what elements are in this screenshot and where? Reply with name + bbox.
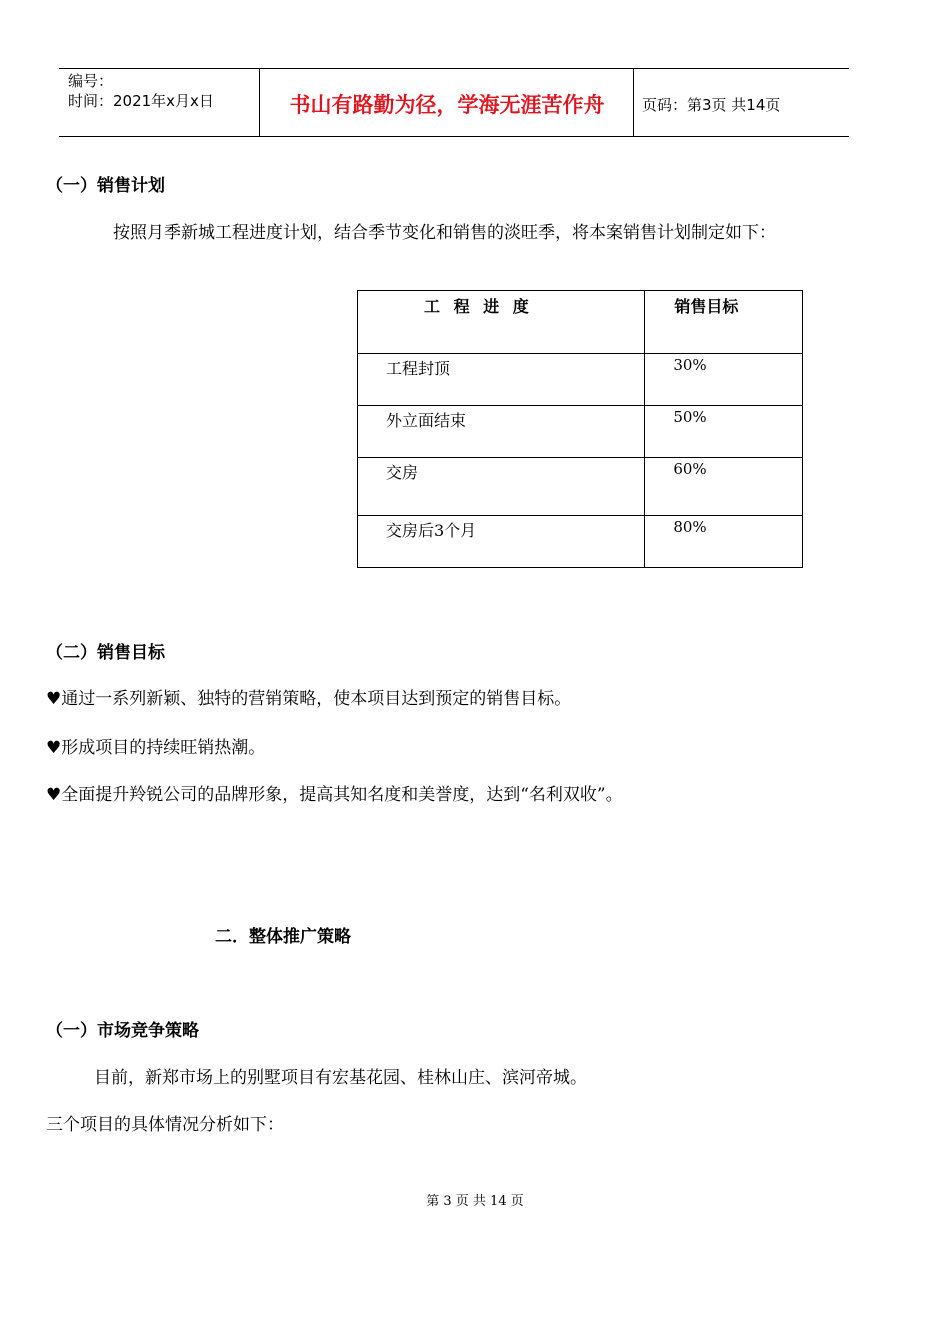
table-cell-target: 60% [673,460,707,478]
header-bottom-rule [59,136,849,137]
header-number-label: 编号： [68,72,114,90]
table-cell-stage: 外立面结束 [386,411,467,430]
table-header-target: 销售目标 [674,297,739,316]
sales-plan-intro: 按照月季新城工程进度计划，结合季节变化和销售的淡旺季，将本案销售计划制定如下： [113,223,776,243]
table-cell-stage: 交房后3个月 [386,521,477,540]
table-cell-stage: 交房 [386,463,419,482]
competition-para-2: 三个项目的具体情况分析如下： [46,1115,284,1135]
table-row [358,354,803,406]
sales-plan-heading: （一）销售计划 [46,176,165,196]
table-cell-target: 50% [673,408,707,426]
competition-para-1: 目前，新郑市场上的别墅项目有宏基花园、桂林山庄、滨河帝城。 [94,1068,587,1088]
promotion-heading: 二．整体推广策略 [215,927,351,947]
table-cell-target: 80% [673,518,707,536]
competition-heading: （一）市场竞争策略 [46,1021,199,1041]
table-header-progress: 工 程 进 度 [424,297,533,316]
table-cell-target: 30% [673,356,707,374]
sales-goal-bullet: ♥通过一系列新颖、独特的营销策略，使本项目达到预定的销售目标。 [46,689,572,709]
header-time-label: 时间：2021年x月x日 [68,92,214,110]
table-row [358,458,803,516]
table-row [358,516,803,568]
table-header-row [358,291,803,354]
header-motto: 书山有路勤为径，学海无涯苦作舟 [289,92,605,117]
sales-goal-bullet: ♥全面提升羚锐公司的品牌形象，提高其知名度和美誉度，达到“名利双收”。 [46,785,623,805]
header-top-rule [59,68,849,69]
table-row [358,406,803,458]
page-footer: 第 3 页 共 14 页 [426,1194,524,1209]
header-page-label: 页码：第3页 共14页 [642,96,781,114]
sales-plan-table [357,290,803,568]
sales-goal-bullet: ♥形成项目的持续旺销热潮。 [46,738,266,758]
table-cell-stage: 工程封顶 [386,359,451,378]
sales-goal-heading: （二）销售目标 [46,643,165,663]
